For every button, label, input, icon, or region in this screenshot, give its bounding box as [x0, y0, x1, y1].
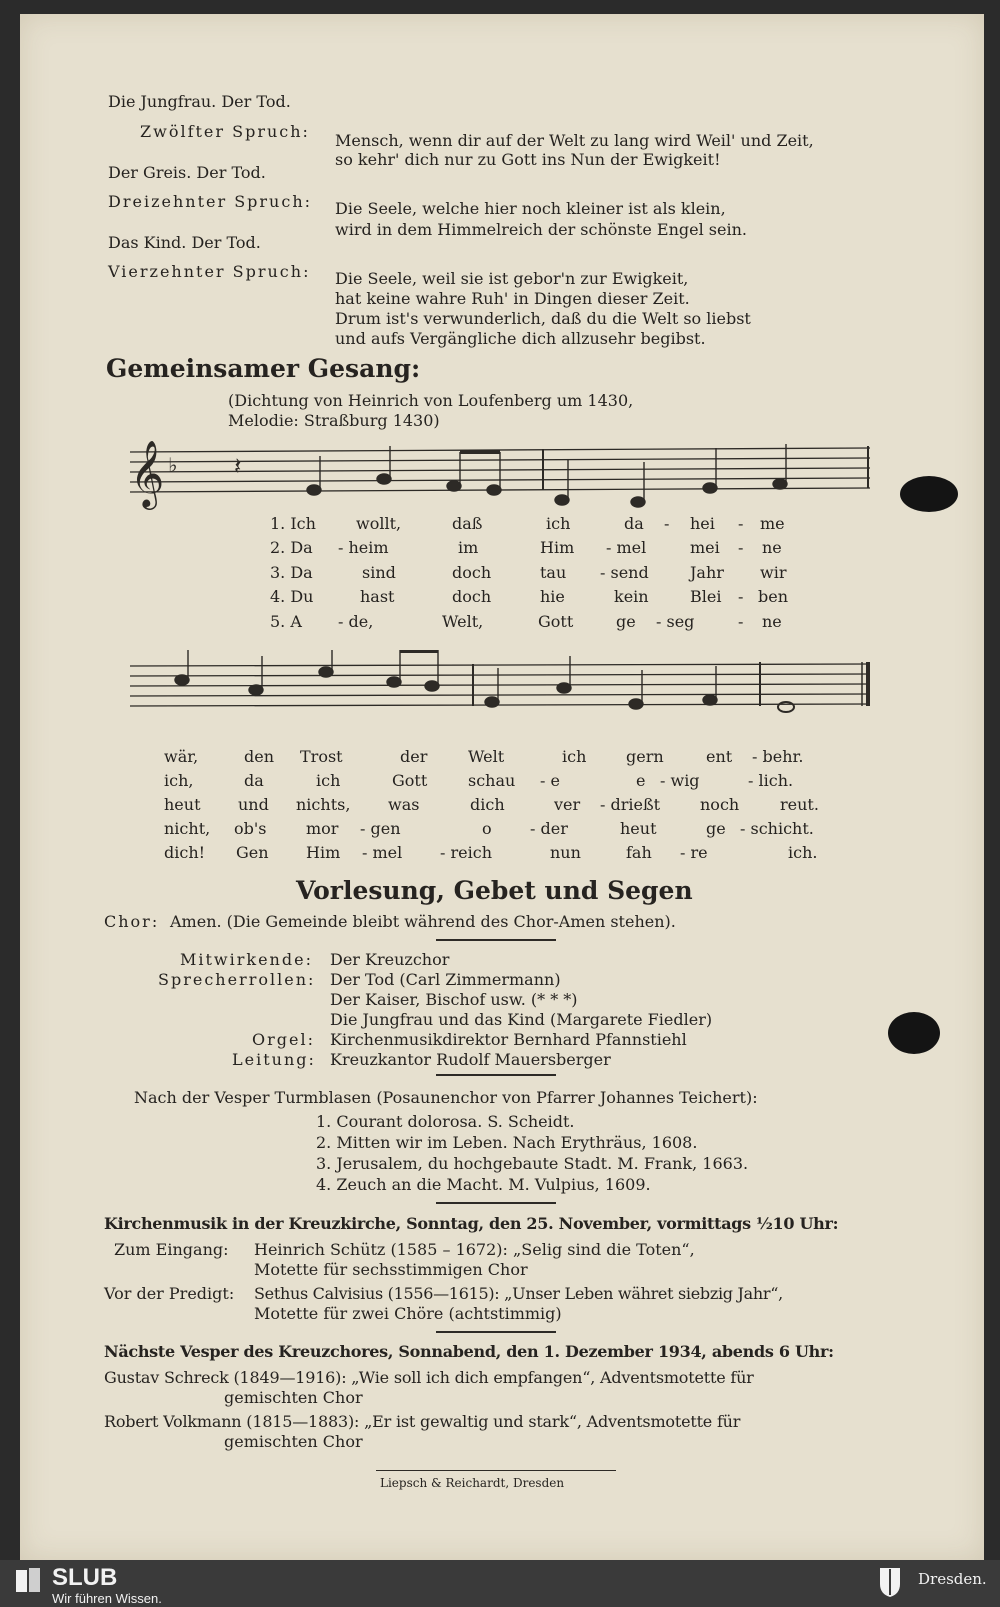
vorlesung-title: Vorlesung, Gebet und Segen: [296, 876, 693, 905]
lyric-b1-2: den: [244, 747, 275, 766]
lyric-b2-4: Gott: [392, 771, 428, 790]
lyric-3-4: tau: [540, 563, 567, 582]
speaker-line-1: Die Jungfrau. Der Tod.: [108, 92, 291, 111]
lyric-5-2: - de,: [338, 612, 374, 631]
turmblasen-item-3: 3. Jerusalem, du hochgebaute Stadt. M. Frank, 1663.: [316, 1154, 749, 1173]
lyric-1-2: wollt,: [356, 514, 402, 533]
turmblasen-item-2: 2. Mitten wir im Leben. Nach Erythräus, 1608.: [316, 1133, 698, 1152]
lyric-b1-9: - behr.: [752, 747, 804, 766]
lyric-4-4: hie: [540, 587, 565, 606]
printer-rule: [376, 1470, 616, 1471]
lyric-4-1: 4. Du: [270, 587, 314, 606]
sprecherrollen-label: Sprecherrollen:: [158, 970, 316, 989]
binding-hole-2: [888, 1012, 940, 1054]
lyric-1-7: hei: [690, 514, 715, 533]
city-crest-icon: [878, 1566, 902, 1598]
lyric-b4-3: mor: [306, 819, 339, 838]
lyric-b1-6: ich: [562, 747, 587, 766]
lyric-b1-4: der: [400, 747, 428, 766]
mitwirkende-value: Der Kreuzchor: [330, 950, 450, 969]
chor-label: Chor:: [104, 912, 160, 931]
lyric-b4-1: nicht,: [164, 819, 211, 838]
lyric-4-7: -: [738, 587, 744, 606]
lyric-b2-5: schau: [468, 771, 516, 790]
lyric-b1-7: gern: [626, 747, 664, 766]
lyric-4-2: hast: [360, 587, 395, 606]
lyric-b5-5: - reich: [440, 843, 492, 862]
leitung-value: Kreuzkantor Rudolf Mauersberger: [330, 1050, 611, 1069]
lyric-b3-6: ver: [554, 795, 581, 814]
book-logo-icon: [14, 1566, 42, 1596]
lyric-b1-5: Welt: [468, 747, 505, 766]
lyric-2-5: - mel: [606, 538, 647, 557]
gesang-subtitle-2: Melodie: Straßburg 1430): [228, 411, 440, 430]
lyric-3-7: wir: [760, 563, 787, 582]
lyric-3-2: sind: [362, 563, 396, 582]
notes-staff-2: [175, 650, 794, 712]
mitwirkende-label: Mitwirkende:: [180, 950, 313, 969]
lyric-1-6: -: [664, 514, 670, 533]
sprecherrollen-value-2: Der Kaiser, Bischof usw. (* * *): [330, 990, 578, 1009]
lyric-b3-5: dich: [470, 795, 505, 814]
lyric-2-6: mei: [690, 538, 720, 557]
spruch-13-line-2: wird in dem Himmelreich der schönste Engel sein.: [335, 220, 747, 239]
lyric-5-8: ne: [762, 612, 782, 631]
lyric-1-3: daß: [452, 514, 483, 533]
footer-city[interactable]: Dresden.: [918, 1570, 987, 1588]
predigt-label: Vor der Predigt:: [104, 1284, 235, 1303]
kirchenmusik-heading: Kirchenmusik in der Kreuzkirche, Sonntag, den 25. November, vormittags ½10 Uhr:: [104, 1214, 839, 1233]
speaker-line-2: Der Greis. Der Tod.: [108, 163, 266, 182]
lyric-2-7: -: [738, 538, 744, 557]
lyric-b3-3: nichts,: [296, 795, 351, 814]
lyric-b1-8: ent: [706, 747, 733, 766]
volkmann-line-1: Robert Volkmann (1815—1883): „Er ist gewaltig und stark“, Adventsmotette für: [104, 1412, 741, 1431]
orgel-label: Orgel:: [252, 1030, 315, 1049]
lyric-5-7: -: [738, 612, 744, 631]
eingang-label: Zum Eingang:: [114, 1240, 229, 1259]
lyric-b3-9: reut.: [780, 795, 819, 814]
orgel-value: Kirchenmusikdirektor Bernhard Pfannstiehl: [330, 1030, 687, 1049]
lyric-5-4: Gott: [538, 612, 574, 631]
lyric-b2-9: - lich.: [748, 771, 794, 790]
spruch-14-line-1: Die Seele, weil sie ist gebor'n zur Ewigkeit,: [335, 269, 689, 288]
spruch-label-14: Vierzehnter Spruch:: [108, 262, 311, 281]
lyric-b5-1: dich!: [164, 843, 206, 862]
lyric-b3-7: - drießt: [600, 795, 661, 814]
spruch-label-12: Zwölfter Spruch:: [140, 122, 310, 141]
spruch-label-13: Dreizehnter Spruch:: [108, 192, 313, 211]
predigt-line-1: Sethus Calvisius (1556—1615): „Unser Leben währet siebzig Jahr“,: [254, 1284, 783, 1303]
sprecherrollen-value-1: Der Tod (Carl Zimmermann): [330, 970, 561, 989]
lyric-1-4: ich: [546, 514, 571, 533]
lyric-b3-1: heut: [164, 795, 201, 814]
notes-staff-1: [307, 444, 787, 507]
divider-4: [436, 1331, 556, 1333]
lyric-4-5: kein: [614, 587, 649, 606]
lyric-b4-6: - der: [530, 819, 568, 838]
lyric-b2-7: e: [636, 771, 646, 790]
lyric-b3-2: und: [238, 795, 269, 814]
lyric-2-4: Him: [540, 538, 575, 557]
lyric-4-3: doch: [452, 587, 492, 606]
divider-3: [436, 1202, 556, 1204]
lyric-b5-6: nun: [550, 843, 581, 862]
volkmann-line-2: gemischten Chor: [224, 1432, 363, 1451]
lyric-1-9: me: [760, 514, 785, 533]
spruch-14-line-4: und aufs Vergängliche dich allzusehr begibst.: [335, 329, 706, 348]
lyric-b3-8: noch: [700, 795, 740, 814]
divider-1: [436, 939, 556, 941]
lyric-b2-1: ich,: [164, 771, 194, 790]
chor-text: Amen. (Die Gemeinde bleibt während des Chor-Amen stehen).: [170, 912, 676, 931]
lyric-b4-4: - gen: [360, 819, 401, 838]
lyric-4-6: Blei: [690, 587, 722, 606]
lyric-b5-2: Gen: [236, 843, 269, 862]
printer-credit: Liepsch & Reichardt, Dresden: [380, 1476, 565, 1490]
lyric-3-1: 3. Da: [270, 563, 313, 582]
lyric-b5-3: Him: [306, 843, 341, 862]
lyric-b4-8: ge: [706, 819, 726, 838]
turmblasen-item-4: 4. Zeuch an die Macht. M. Vulpius, 1609.: [316, 1175, 651, 1194]
music-staff-1: [130, 430, 870, 514]
lyric-1-1: 1. Ich: [270, 514, 316, 533]
lyric-2-2: - heim: [338, 538, 389, 557]
lyric-1-8: -: [738, 514, 744, 533]
spruch-12-line-1: Mensch, wenn dir auf der Welt zu lang wird Weil' und Zeit,: [335, 131, 814, 150]
lyric-b4-7: heut: [620, 819, 657, 838]
lyric-b4-5: o: [482, 819, 492, 838]
divider-2: [436, 1074, 556, 1076]
lyric-b4-2: ob's: [234, 819, 267, 838]
footer-tagline: Wir führen Wissen.: [52, 1591, 162, 1606]
rest-icon: 𝄽: [234, 452, 242, 480]
lyric-b2-3: ich: [316, 771, 341, 790]
schreck-line-1: Gustav Schreck (1849—1916): „Wie soll ich dich empfangen“, Adventsmotette für: [104, 1368, 754, 1387]
lyric-3-5: - send: [600, 563, 649, 582]
spruch-13-line-1: Die Seele, welche hier noch kleiner ist als klein,: [335, 199, 726, 218]
lyric-b5-7: fah: [626, 843, 652, 862]
lyric-b2-6: - e: [540, 771, 560, 790]
lyric-5-6: - seg: [656, 612, 695, 631]
spruch-12-line-2: so kehr' dich nur zu Gott ins Nun der Ewigkeit!: [335, 150, 721, 169]
lyric-4-8: ben: [758, 587, 789, 606]
turmblasen-heading: Nach der Vesper Turmblasen (Posaunenchor von Pfarrer Johannes Teichert):: [134, 1088, 758, 1107]
lyric-3-6: Jahr: [690, 563, 724, 582]
lyric-b5-4: - mel: [362, 843, 403, 862]
lyric-b4-9: - schicht.: [740, 819, 814, 838]
lyric-1-5: da: [624, 514, 644, 533]
lyric-5-3: Welt,: [442, 612, 484, 631]
lyric-3-3: doch: [452, 563, 492, 582]
lyric-2-8: ne: [762, 538, 782, 557]
speaker-line-3: Das Kind. Der Tod.: [108, 233, 261, 252]
footer-brand[interactable]: SLUB: [52, 1564, 118, 1591]
lyric-b2-8: - wig: [660, 771, 700, 790]
lyric-b2-2: da: [244, 771, 264, 790]
lyric-b1-1: wär,: [164, 747, 199, 766]
treble-clef-icon: 𝄞: [130, 439, 165, 507]
spruch-14-line-2: hat keine wahre Ruh' in Dingen dieser Zeit.: [335, 289, 690, 308]
gesang-title: Gemeinsamer Gesang:: [106, 354, 421, 383]
lyric-5-5: ge: [616, 612, 636, 631]
spruch-14-line-3: Drum ist's verwunderlich, daß du die Welt so liebst: [335, 309, 751, 328]
lyric-b5-9: ich.: [788, 843, 818, 862]
flat-icon: ♭: [168, 453, 178, 477]
turmblasen-item-1: 1. Courant dolorosa. S. Scheidt.: [316, 1112, 575, 1131]
binding-hole-1: [900, 476, 958, 512]
predigt-line-2: Motette für zwei Chöre (achtstimmig): [254, 1304, 562, 1323]
lyric-b5-8: - re: [680, 843, 708, 862]
schreck-line-2: gemischten Chor: [224, 1388, 363, 1407]
lyric-5-1: 5. A: [270, 612, 302, 631]
lyric-2-1: 2. Da: [270, 538, 313, 557]
gesang-subtitle-1: (Dichtung von Heinrich von Loufenberg um 1430,: [228, 391, 634, 410]
eingang-line-2: Motette für sechsstimmigen Chor: [254, 1260, 528, 1279]
lyric-b1-3: Trost: [300, 747, 343, 766]
sprecherrollen-value-3: Die Jungfrau und das Kind (Margarete Fiedler): [330, 1010, 713, 1029]
naechste-heading: Nächste Vesper des Kreuzchores, Sonnabend, den 1. Dezember 1934, abends 6 Uhr:: [104, 1342, 834, 1361]
music-staff-2: [130, 650, 870, 730]
lyric-b3-4: was: [388, 795, 420, 814]
leitung-label: Leitung:: [232, 1050, 316, 1069]
lyric-2-3: im: [458, 538, 479, 557]
eingang-line-1: Heinrich Schütz (1585 – 1672): „Selig sind die Toten“,: [254, 1240, 695, 1259]
